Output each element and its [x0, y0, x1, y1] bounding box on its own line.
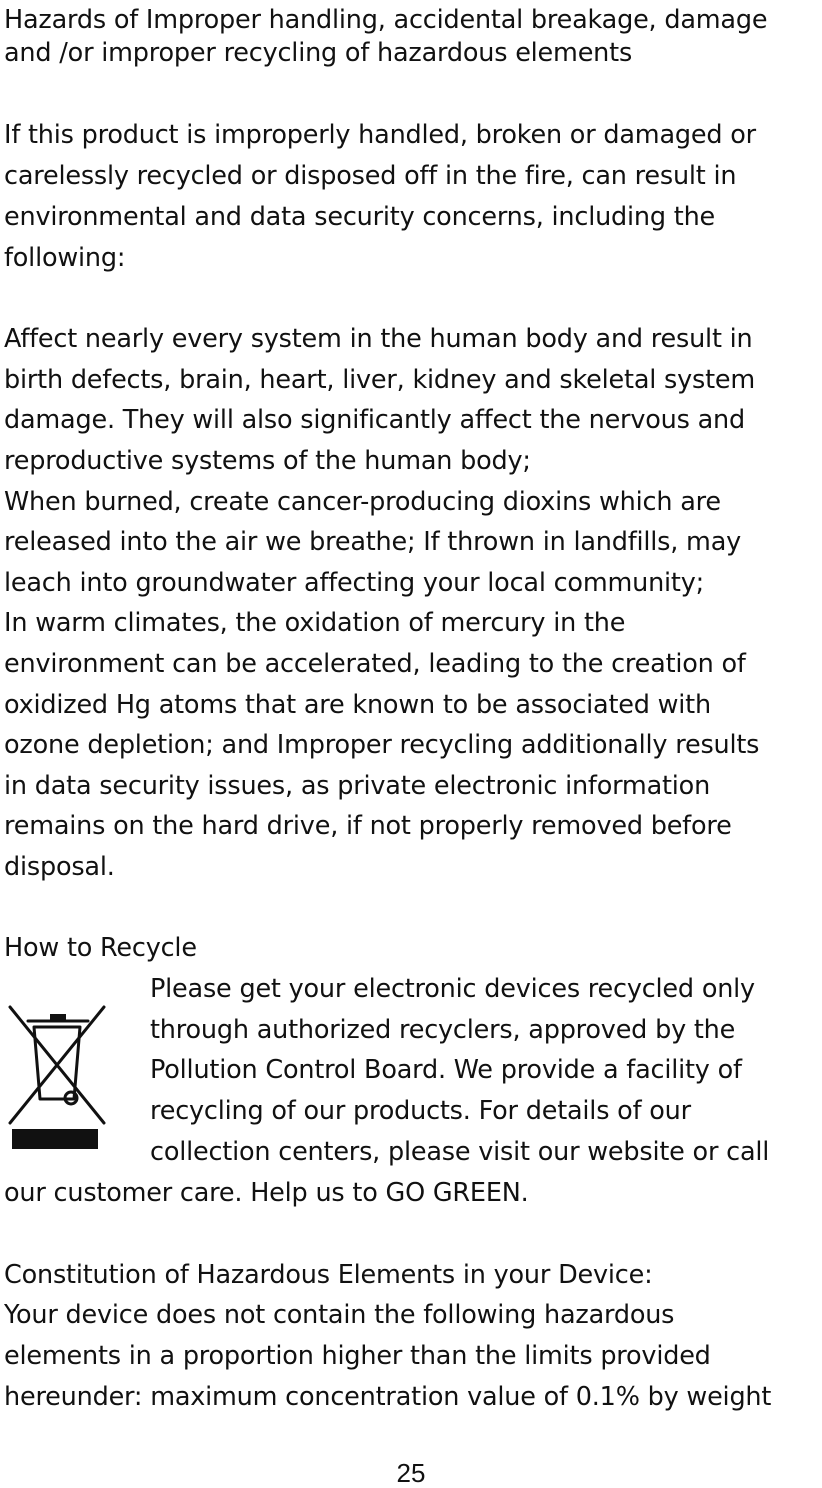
recycle-line-5: collection centers, please visit our website or call	[150, 1137, 770, 1167]
hazards-body-line-11: ozone depletion; and Improper recycling additionally results	[4, 730, 760, 760]
hazards-body-line-10: oxidized Hg atoms that are known to be associated with	[4, 690, 711, 720]
constitution-line-4: hereunder: maximum concentration value of 0.1% by weight	[4, 1382, 772, 1412]
hazards-body-line-5: When burned, create cancer-producing dioxins which are	[4, 487, 721, 517]
recycle-line-2: through authorized recyclers, approved by the	[150, 1015, 736, 1045]
hazards-body-line-2: birth defects, brain, heart, liver, kidney and skeletal system	[4, 365, 756, 395]
hazards-intro-line-3: environmental and data security concerns, including the	[4, 202, 716, 232]
hazards-heading-line-2: and /or improper recycling of hazardous elements	[4, 38, 633, 68]
weee-crossed-out-bin-icon	[4, 1003, 110, 1155]
hazards-body-line-9: environment can be accelerated, leading to the creation of	[4, 649, 746, 679]
hazards-body-line-13: remains on the hard drive, if not properly removed before	[4, 811, 732, 841]
constitution-line-2: Your device does not contain the following hazardous	[4, 1300, 675, 1330]
recycle-line-4: recycling of our products. For details of our	[150, 1096, 691, 1126]
hazards-heading-line-1: Hazards of Improper handling, accidental breakage, damage	[4, 5, 768, 35]
hazards-intro-line-4: following:	[4, 243, 126, 273]
hazards-body-line-12: in data security issues, as private electronic information	[4, 771, 711, 801]
hazards-body-line-4: reproductive systems of the human body;	[4, 446, 531, 476]
hazards-body-line-6: released into the air we breathe; If thrown in landfills, may	[4, 527, 742, 557]
constitution-line-1: Constitution of Hazardous Elements in your Device:	[4, 1260, 653, 1290]
recycle-final-line: our customer care. Help us to GO GREEN.	[4, 1178, 529, 1208]
hazards-intro-line-1: If this product is improperly handled, broken or damaged or	[4, 120, 756, 150]
hazards-body-line-3: damage. They will also significantly affect the nervous and	[4, 405, 745, 435]
recycle-line-3: Pollution Control Board. We provide a facility of	[150, 1055, 742, 1085]
hazards-body-line-8: In warm climates, the oxidation of mercury in the	[4, 608, 626, 638]
hazards-body-line-1: Affect nearly every system in the human body and result in	[4, 324, 753, 354]
recycle-line-1: Please get your electronic devices recycled only	[150, 974, 755, 1004]
page-number: 25	[396, 1458, 426, 1488]
hazards-body-line-7: leach into groundwater affecting your local community;	[4, 568, 705, 598]
constitution-line-3: elements in a proportion higher than the limits provided	[4, 1341, 711, 1371]
hazards-intro-line-2: carelessly recycled or disposed off in the fire, can result in	[4, 161, 737, 191]
recycle-heading: How to Recycle	[4, 933, 197, 963]
hazards-body-line-14: disposal.	[4, 852, 115, 882]
